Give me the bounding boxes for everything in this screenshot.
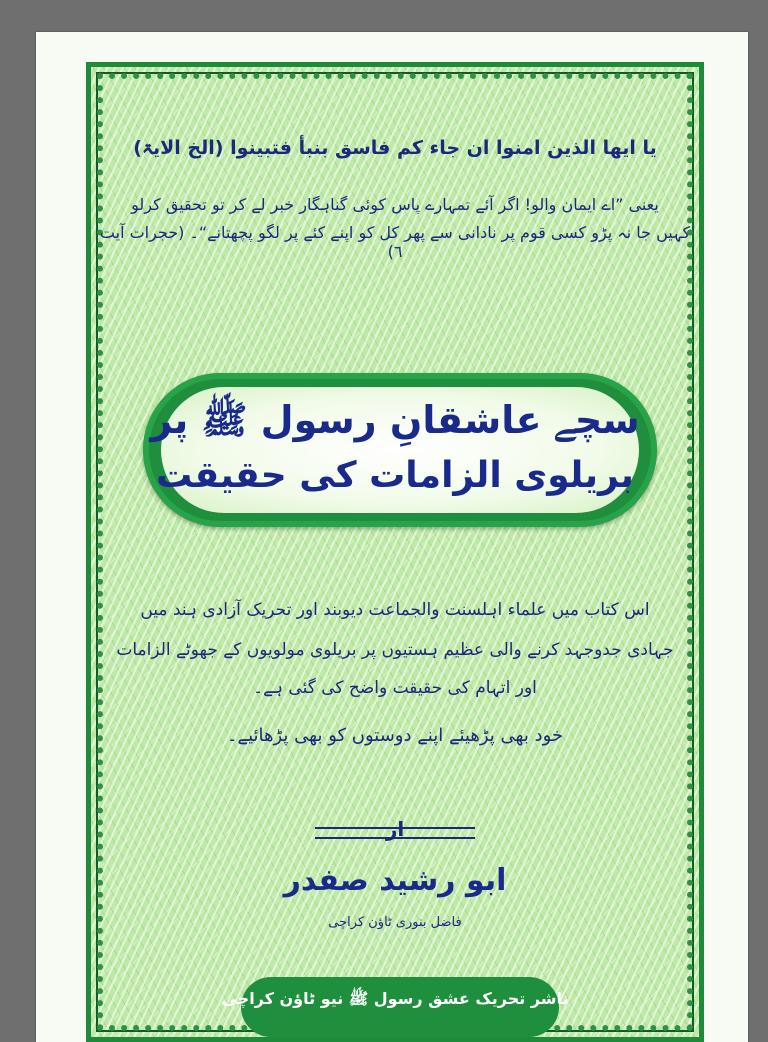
description-line4: خود بھی پڑھیئے اپنے دوستوں کو بھی پڑھائیے۔: [226, 725, 563, 746]
author-name: ابو رشید صفدر: [283, 863, 507, 898]
book-title-line1: سچے عاشقانِ رسول ﷺ پر: [150, 398, 640, 442]
by-label: از: [385, 817, 405, 841]
publisher-text: ناشر تحریک عشق رسول ﷺ نیو ٹاؤن کراچی: [221, 989, 569, 1008]
author-subtitle: فاضل بنوری ٹاؤن کراچی: [328, 915, 462, 930]
description-line2: جہادی جدوجہد کرنے والی عظیم ہستیوں پر بریلوی مولویوں کے جھوٹے الزامات: [116, 640, 674, 660]
quran-verse: یا ایھا الذین امنوا ان جاء کم فاسق بنبأ فتبینوا (الخ الایۃ): [133, 137, 657, 159]
book-title-line2: بریلوی الزامات کی حقیقت: [156, 455, 634, 496]
description-line1: اس کتاب میں علماء اہلسنت والجماعت دیوبند اور تحریک آزادی ہند میں: [140, 600, 650, 620]
cover-frame: [86, 62, 704, 1042]
verse-translation-line2: کہیں جا نہ پڑو کسی قوم پر نادانی سے پھر کل کو اپنے کئے پر لگو پچھتانے“۔ (حجرات آیت ٦): [99, 223, 691, 261]
verse-translation-line1: یعنی ”اے ایمان والو! اگر آئے تمہارے پاس کوئی گناہگار خبر لے کر تو تحقیق کرلو: [131, 195, 659, 214]
description-line3: اور اتہام کی حقیقت واضح کی گئی ہے۔: [253, 678, 537, 698]
